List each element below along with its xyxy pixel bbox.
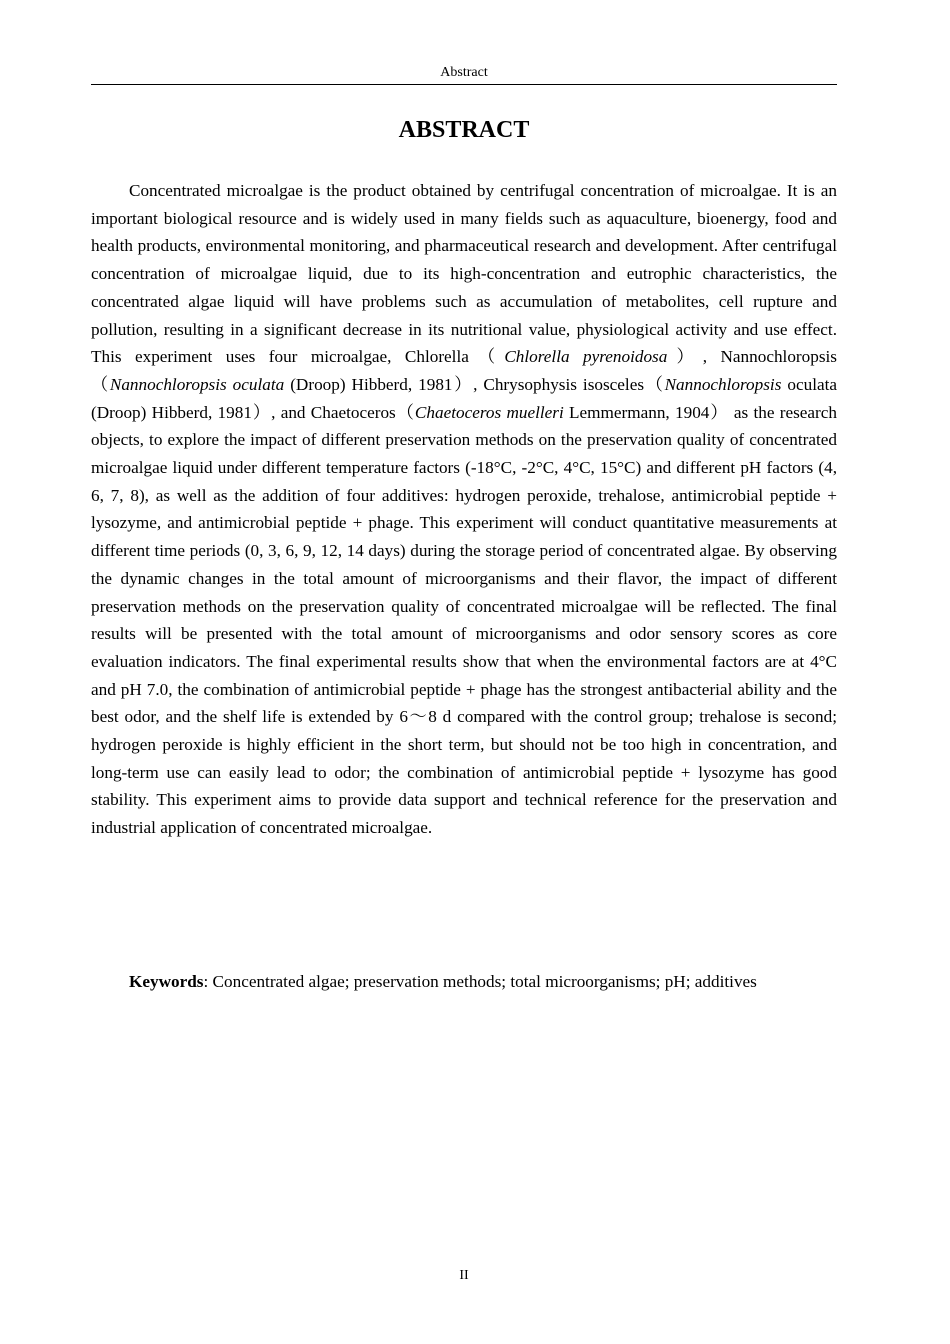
abstract-text-part-1: Concentrated microalgae is the product obtained by centrifugal concentration of microalgae. It is an important biological resource and is widely used in many fields such as aquaculture, bioenergy, food and health products, environmental monitoring, and pharmaceutical research and development. After centrifugal concentration of microalgae liquid, due to its high-concentration and eutrophic characteristics, the concentrated algae liquid will have problems such as accumulation of metabolites, cell rupture and pollution, resulting in a significant decrease in its nutritional value, physiological activity and use effect. This experiment uses four microalgae, Chlorella（	[91, 181, 837, 367]
abstract-text-part-2: ）, Nannochloropsis（	[91, 347, 837, 394]
abstract-text-part-4: oculata (Droop) Hibberd, 1981）, and Chaetoceros（	[91, 374, 838, 422]
scientific-name-chaetoceros: Chaetoceros muelleri	[414, 402, 564, 422]
header-rule	[91, 84, 837, 85]
scientific-name-nannochloropsis-genus: Nannochloropsis	[664, 374, 782, 394]
abstract-text-part-5: Lemmermann, 1904） as the research objects, to explore the impact of different preservation methods on the preservation quality of concentrated microalgae liquid under different temperature factors (-18°C, -2°C, 4°C, 15°C) and different pH factors (4, 6, 7, 8), as well as the addition of four additives: hydrogen peroxide, trehalose, antimicrobial peptide + lysozyme, and antimicrobial peptide + phage. This experiment will conduct quantitative measurements at different time periods (0, 3, 6, 9, 12, 14 days) during the storage period of concentrated algae. By observing the dynamic changes in the total amount of microorganisms and their flavor, the impact of different preservation methods on the preservation quality of concentrated microalgae will be reflected. The final results will be presented with the total amount of microorganisms and odor sensory scores as core evaluation indicators. The final experimental results show that when the environmental factors are at 4°C and pH 7.0, the combination of antimicrobial peptide + phage has the strongest antibacterial ability and the best odor, and the shelf life is extended by 6～8 d compared with the control group; trehalose is second; hydrogen peroxide is highly efficient in the short term, but should not be too high in concentration, and long-term use can easily lead to odor; the combination of antimicrobial peptide + lysozyme has good stability. This experiment aims to provide data support and technical reference for the preservation and industrial application of concentrated microalgae.	[91, 402, 837, 838]
scientific-name-chlorella: Chlorella pyrenoidosa	[504, 347, 668, 367]
keywords-line	[91, 968, 837, 996]
keywords-text: : Concentrated algae; preservation methods; total microorganisms; pH; additives	[203, 972, 757, 991]
page-title: ABSTRACT	[398, 117, 530, 143]
abstract-text-part-3: (Droop) Hibberd, 1981）, Chrysophysis isosceles（	[284, 374, 665, 394]
page-number: II	[459, 1268, 469, 1283]
running-header: Abstract	[440, 65, 488, 80]
scientific-name-nannochloropsis: Nannochloropsis oculata	[109, 374, 285, 394]
abstract-paragraph	[91, 177, 837, 842]
keywords-label: Keywords	[129, 972, 204, 991]
